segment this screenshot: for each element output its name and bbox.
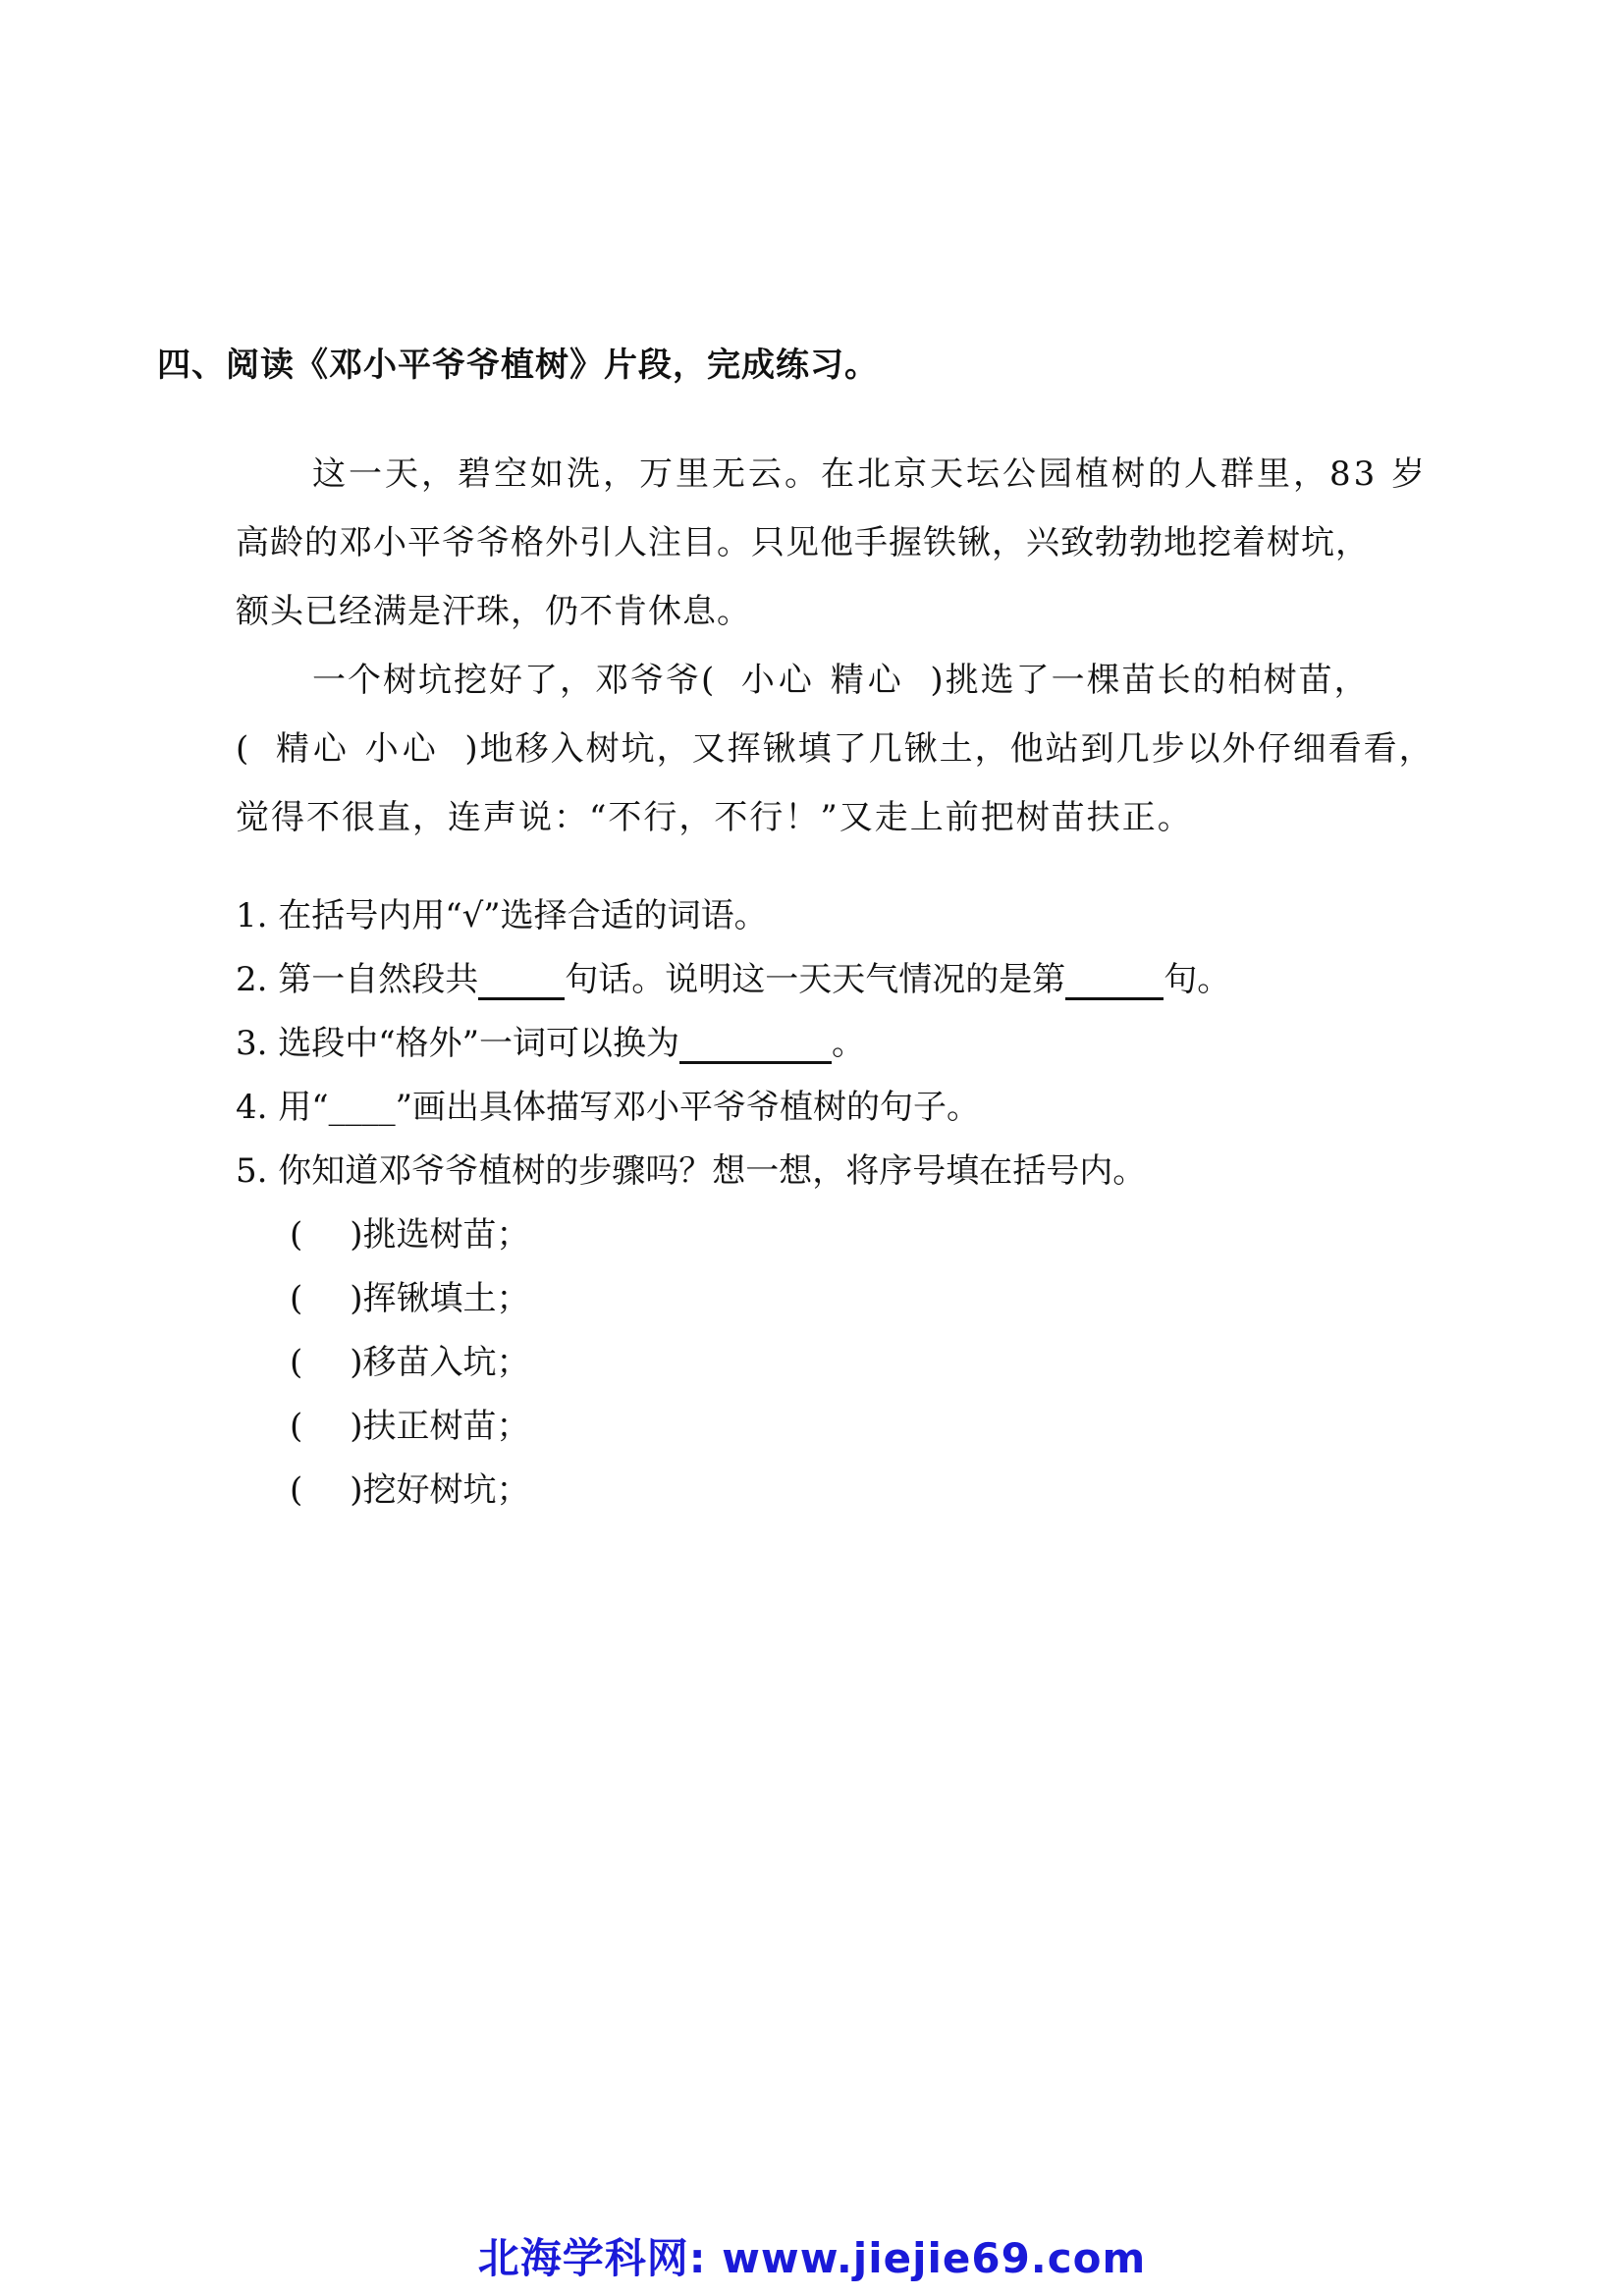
passage-line: 这一天，碧空如洗，万里无云。在北京天坛公园植树的人群里，83 岁 — [312, 454, 1429, 494]
paren-open: ( — [290, 1279, 303, 1318]
step-label: 挑选树苗； — [362, 1215, 530, 1255]
passage-line: 高龄的邓小平爷爷格外引人注目。只见他手握铁锹，兴致勃勃地挖着树坑， — [236, 523, 1370, 562]
passage-line — [236, 721, 1435, 770]
paren-open: ( — [290, 1470, 303, 1510]
paren-close: ) — [350, 1343, 363, 1382]
passage-line: 觉得不很直，连声说：“不行，不行！”又走上前把树苗扶正。 — [236, 798, 1193, 837]
step-label: 扶正树苗； — [362, 1407, 530, 1446]
question-4: 4. 用“____”画出具体描写邓小平爷爷植树的句子。 — [236, 1088, 981, 1127]
answer-blank[interactable] — [1065, 964, 1164, 1000]
paren-close: ) — [350, 1407, 363, 1446]
passage-text: )挑选了一棵苗长的柏树苗， — [930, 661, 1370, 700]
question-5: 5. 你知道邓爷爷植树的步骤吗？想一想，将序号填在括号内。 — [236, 1151, 1147, 1191]
question-text: 2. 第一自然段共 — [236, 960, 479, 999]
paren-close: ) — [350, 1279, 363, 1318]
question-text: 3. 选段中“格外”一词可以换为 — [236, 1024, 680, 1063]
step-item — [290, 1207, 530, 1255]
question-text: 句话。说明这一天天气情况的是第 — [565, 960, 1066, 999]
step-item — [290, 1335, 530, 1383]
question-text: 句。 — [1164, 960, 1231, 999]
passage-text: )地移入树坑，又挥锹填了几锹土，他站到几步以外仔细看看， — [464, 729, 1435, 769]
step-label: 挖好树坑； — [362, 1470, 530, 1510]
word-choice-1[interactable]: 小心 精心 — [740, 661, 905, 700]
passage-text: ( — [236, 729, 251, 769]
word-choice-2[interactable]: 精心 小心 — [275, 729, 440, 769]
question-3 — [236, 1016, 865, 1064]
passage-line: 额头已经满是汗珠，仍不肯休息。 — [236, 592, 751, 631]
paren-close: ) — [350, 1215, 363, 1255]
footer-watermark: 北海学科网: www.jiejie69.com — [477, 2234, 1147, 2282]
step-label: 移苗入坑； — [362, 1343, 530, 1382]
question-text: 。 — [832, 1024, 866, 1063]
paren-open: ( — [290, 1343, 303, 1382]
question-2 — [236, 952, 1230, 1000]
paren-open: ( — [290, 1407, 303, 1446]
step-item — [290, 1271, 530, 1319]
step-label: 挥锹填土； — [362, 1279, 530, 1318]
paren-open: ( — [290, 1215, 303, 1255]
answer-blank[interactable] — [478, 964, 565, 1000]
question-1: 1. 在括号内用“√”选择合适的词语。 — [236, 896, 768, 935]
step-item — [290, 1463, 530, 1511]
section-heading: 四、阅读《邓小平爷爷植树》片段，完成练习。 — [157, 346, 879, 385]
step-item — [290, 1399, 530, 1447]
answer-blank[interactable] — [679, 1028, 832, 1064]
passage-line — [312, 653, 1370, 701]
passage-text: 一个树坑挖好了，邓爷爷( — [312, 661, 717, 700]
paren-close: ) — [350, 1470, 363, 1510]
